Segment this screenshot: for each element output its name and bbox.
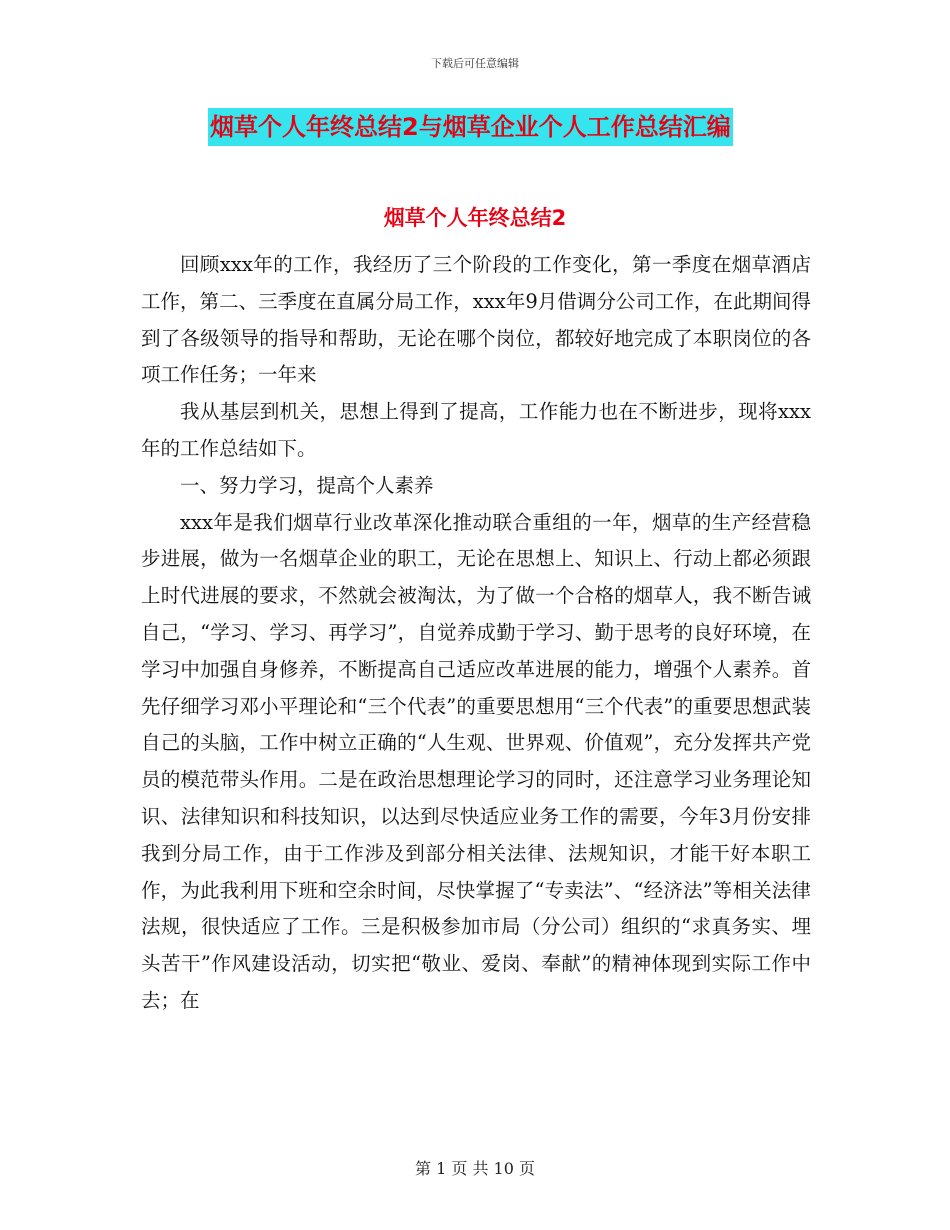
main-title: 烟草个人年终总结2与烟草企业个人工作总结汇编: [208, 108, 733, 146]
page-footer: 第 1 页 共 10 页: [415, 1159, 535, 1178]
section-title: 烟草个人年终总结2: [383, 206, 567, 230]
paragraph: 回顾xxx年的工作，我经历了三个阶段的工作变化，第一季度在烟草酒店工作，第二、三季度在直属分局工作，xxx年9月借调分公司工作，在此期间得到了各级领导的指导和帮助，无论在哪个岗位，都较好地完成了本职岗位的各项工作任务；一年来: [141, 253, 811, 387]
paragraph: xxx年是我们烟草行业改革深化推动联合重组的一年，烟草的生产经营稳步进展，做为一名烟草企业的职工，无论在思想上、知识上、行动上都必须跟上时代进展的要求，不然就会被淘汰，为了做一个合格的烟草人，我不断告诫自己，“学习、学习、再学习”，自觉养成勤于学习、勤于思考的良好环境，在学习中加强自身修养，不断提高自己适应改革进展的能力，增强个人素养。首先仔细学习邓小平理论和“三个代表”的重要思想用“三个代表”的重要思想武装自己的头脑，工作中树立正确的“人生观、世界观、价值观”，充分发挥共产党员的模范带头作用。二是在政治思想理论学习的同时，还注意学习业务理论知识、法律知识和科技知识，以达到尽快适应业务工作的需要，今年3月份安排我到分局工作，由于工作涉及到部分相关法律、法规知识，才能干好本职工作，为此我利用下班和空余时间，尽快掌握了“专卖法”、“经济法”等相关法律法规，很快适应了工作。三是积极参加市局（分公司）组织的“求真务实、埋头苦干”作风建设活动，切实把“敬业、爱岗、奉献”的精神体现到实际工作中去；在: [141, 510, 811, 1012]
paragraph-heading: 一、努力学习，提高个人素养: [180, 473, 434, 497]
paragraph: 我从基层到机关，思想上得到了提高，工作能力也在不断进步，现将xxx年的工作总结如下。: [141, 400, 811, 460]
header-note: 下载后可任意编辑: [431, 57, 519, 70]
document-body: [141, 247, 811, 1020]
main-title-container: [208, 108, 788, 146]
